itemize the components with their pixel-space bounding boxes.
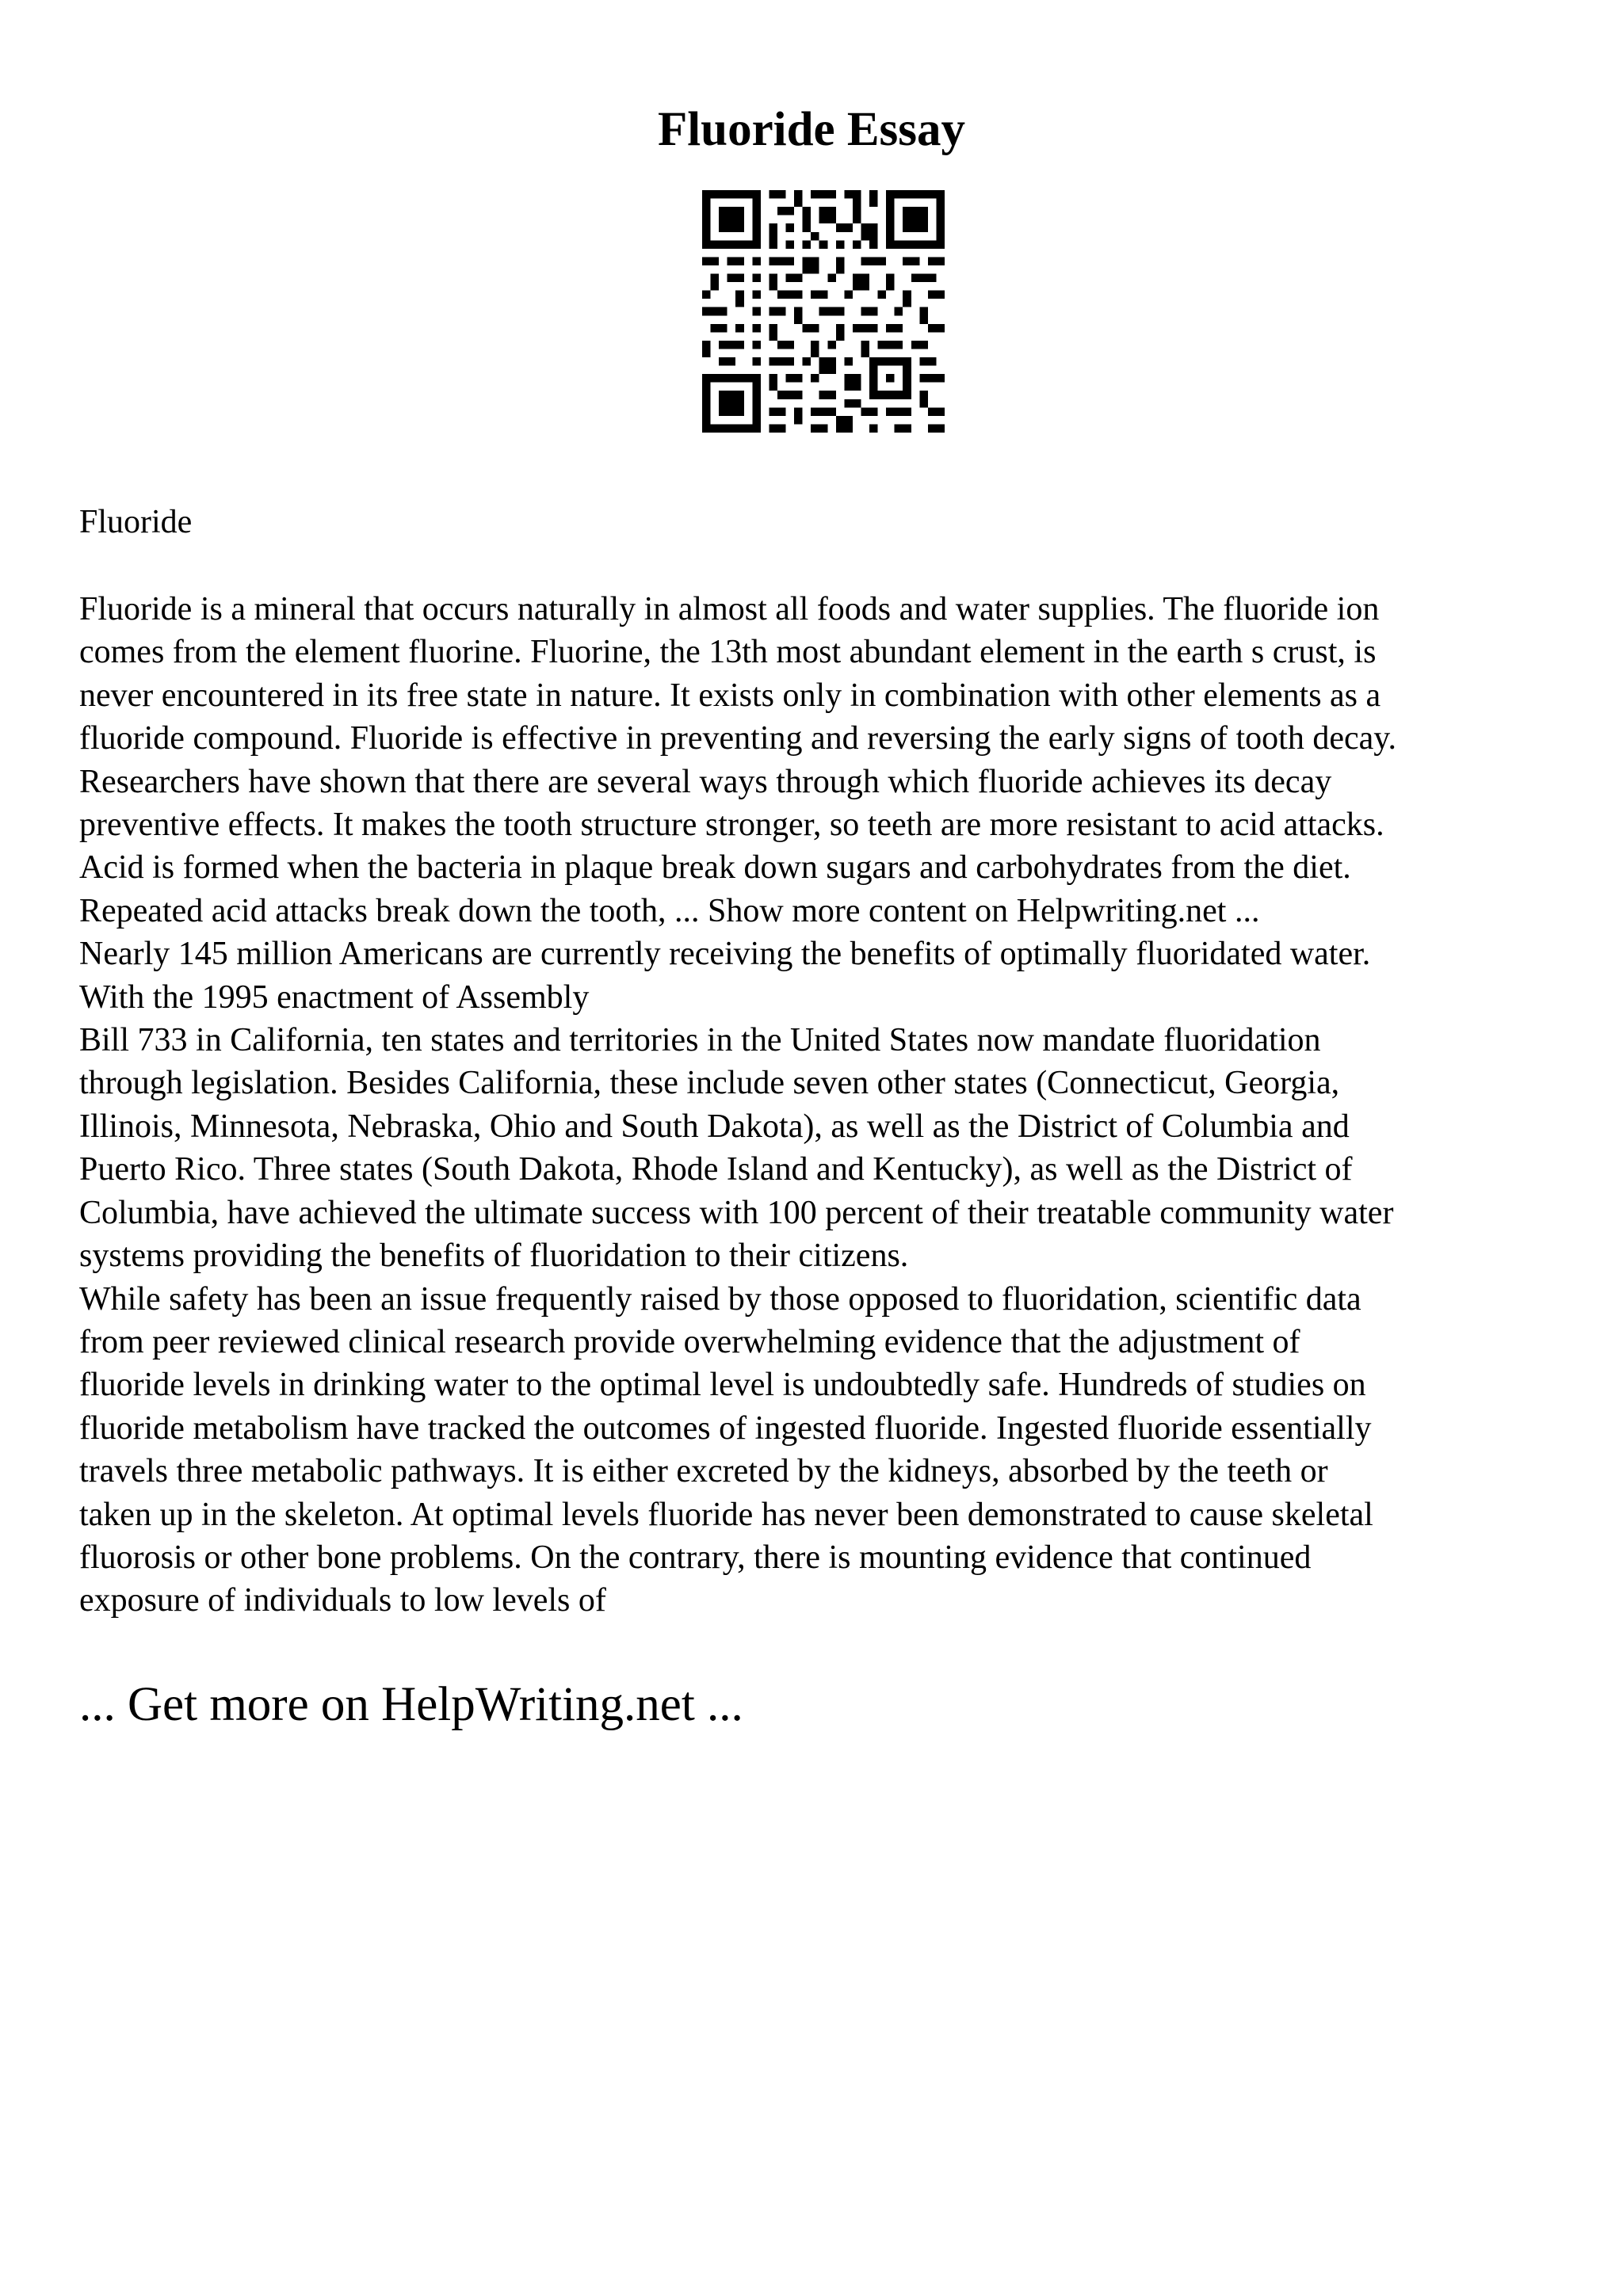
body-line: fluoride metabolism have tracked the outcomes of ingested fluoride. Ingested fluoride essentially xyxy=(79,1409,1372,1447)
body-line: Puerto Rico. Three states (South Dakota, Rhode Island and Kentucky), as well as the District of xyxy=(79,1151,1353,1188)
body-line: Researchers have shown that there are several ways through which fluoride achieves its decay xyxy=(79,763,1332,800)
document-title: Fluoride Essay xyxy=(657,103,966,156)
body-line: comes from the element fluorine. Fluorine, the 13th most abundant element in the earth s crust, is xyxy=(79,634,1377,671)
qr-code-icon xyxy=(702,190,945,433)
body-line: Fluoride is a mineral that occurs naturally in almost all foods and water supplies. The fluoride ion xyxy=(79,591,1380,627)
body-line: Bill 733 in California, ten states and territories in the United States now mandate fluoridation xyxy=(79,1022,1321,1059)
get-more-link[interactable]: ... Get more on HelpWriting.net ... xyxy=(79,1678,743,1731)
body-line: exposure of individuals to low levels of xyxy=(79,1582,606,1619)
body-line: Nearly 145 million Americans are currently receiving the benefits of optimally fluoridated water. xyxy=(79,936,1371,973)
body-line: fluoride levels in drinking water to the optimal level is undoubtedly safe. Hundreds of studies on xyxy=(79,1367,1366,1404)
body-line: through legislation. Besides California, these include seven other states (Connecticut, Georgia, xyxy=(79,1065,1340,1102)
body-line: systems providing the benefits of fluoridation to their citizens. xyxy=(79,1238,909,1275)
body-line: With the 1995 enactment of Assembly xyxy=(79,978,590,1016)
body-line: never encountered in its free state in nature. It exists only in combination with other elements as a xyxy=(79,677,1381,714)
body-line: from peer reviewed clinical research provide overwhelming evidence that the adjustment of xyxy=(79,1323,1300,1360)
body-line: While safety has been an issue frequently raised by those opposed to fluoridation, scientific data xyxy=(79,1280,1361,1318)
body-line: fluorosis or other bone problems. On the contrary, there is mounting evidence that continued xyxy=(79,1539,1312,1576)
body-line: Acid is formed when the bacteria in plaque break down sugars and carbohydrates from the diet. xyxy=(79,849,1351,887)
body-line: fluoride compound. Fluoride is effective in preventing and reversing the early signs of tooth decay. xyxy=(79,720,1397,757)
body-line: travels three metabolic pathways. It is either excreted by the kidneys, absorbed by the teeth or xyxy=(79,1453,1328,1490)
body-line: Columbia, have achieved the ultimate success with 100 percent of their treatable community water xyxy=(79,1194,1394,1231)
essay-body xyxy=(79,588,1569,1623)
section-heading: Fluoride xyxy=(79,504,193,540)
body-line: preventive effects. It makes the tooth structure stronger, so teeth are more resistant to acid attacks. xyxy=(79,807,1384,844)
body-line: Illinois, Minnesota, Nebraska, Ohio and South Dakota), as well as the District of Columbia and xyxy=(79,1108,1350,1145)
body-line: taken up in the skeleton. At optimal levels fluoride has never been demonstrated to cause skeletal xyxy=(79,1496,1373,1533)
body-line: Repeated acid attacks break down the tooth, ... Show more content on Helpwriting.net ... xyxy=(79,892,1260,929)
